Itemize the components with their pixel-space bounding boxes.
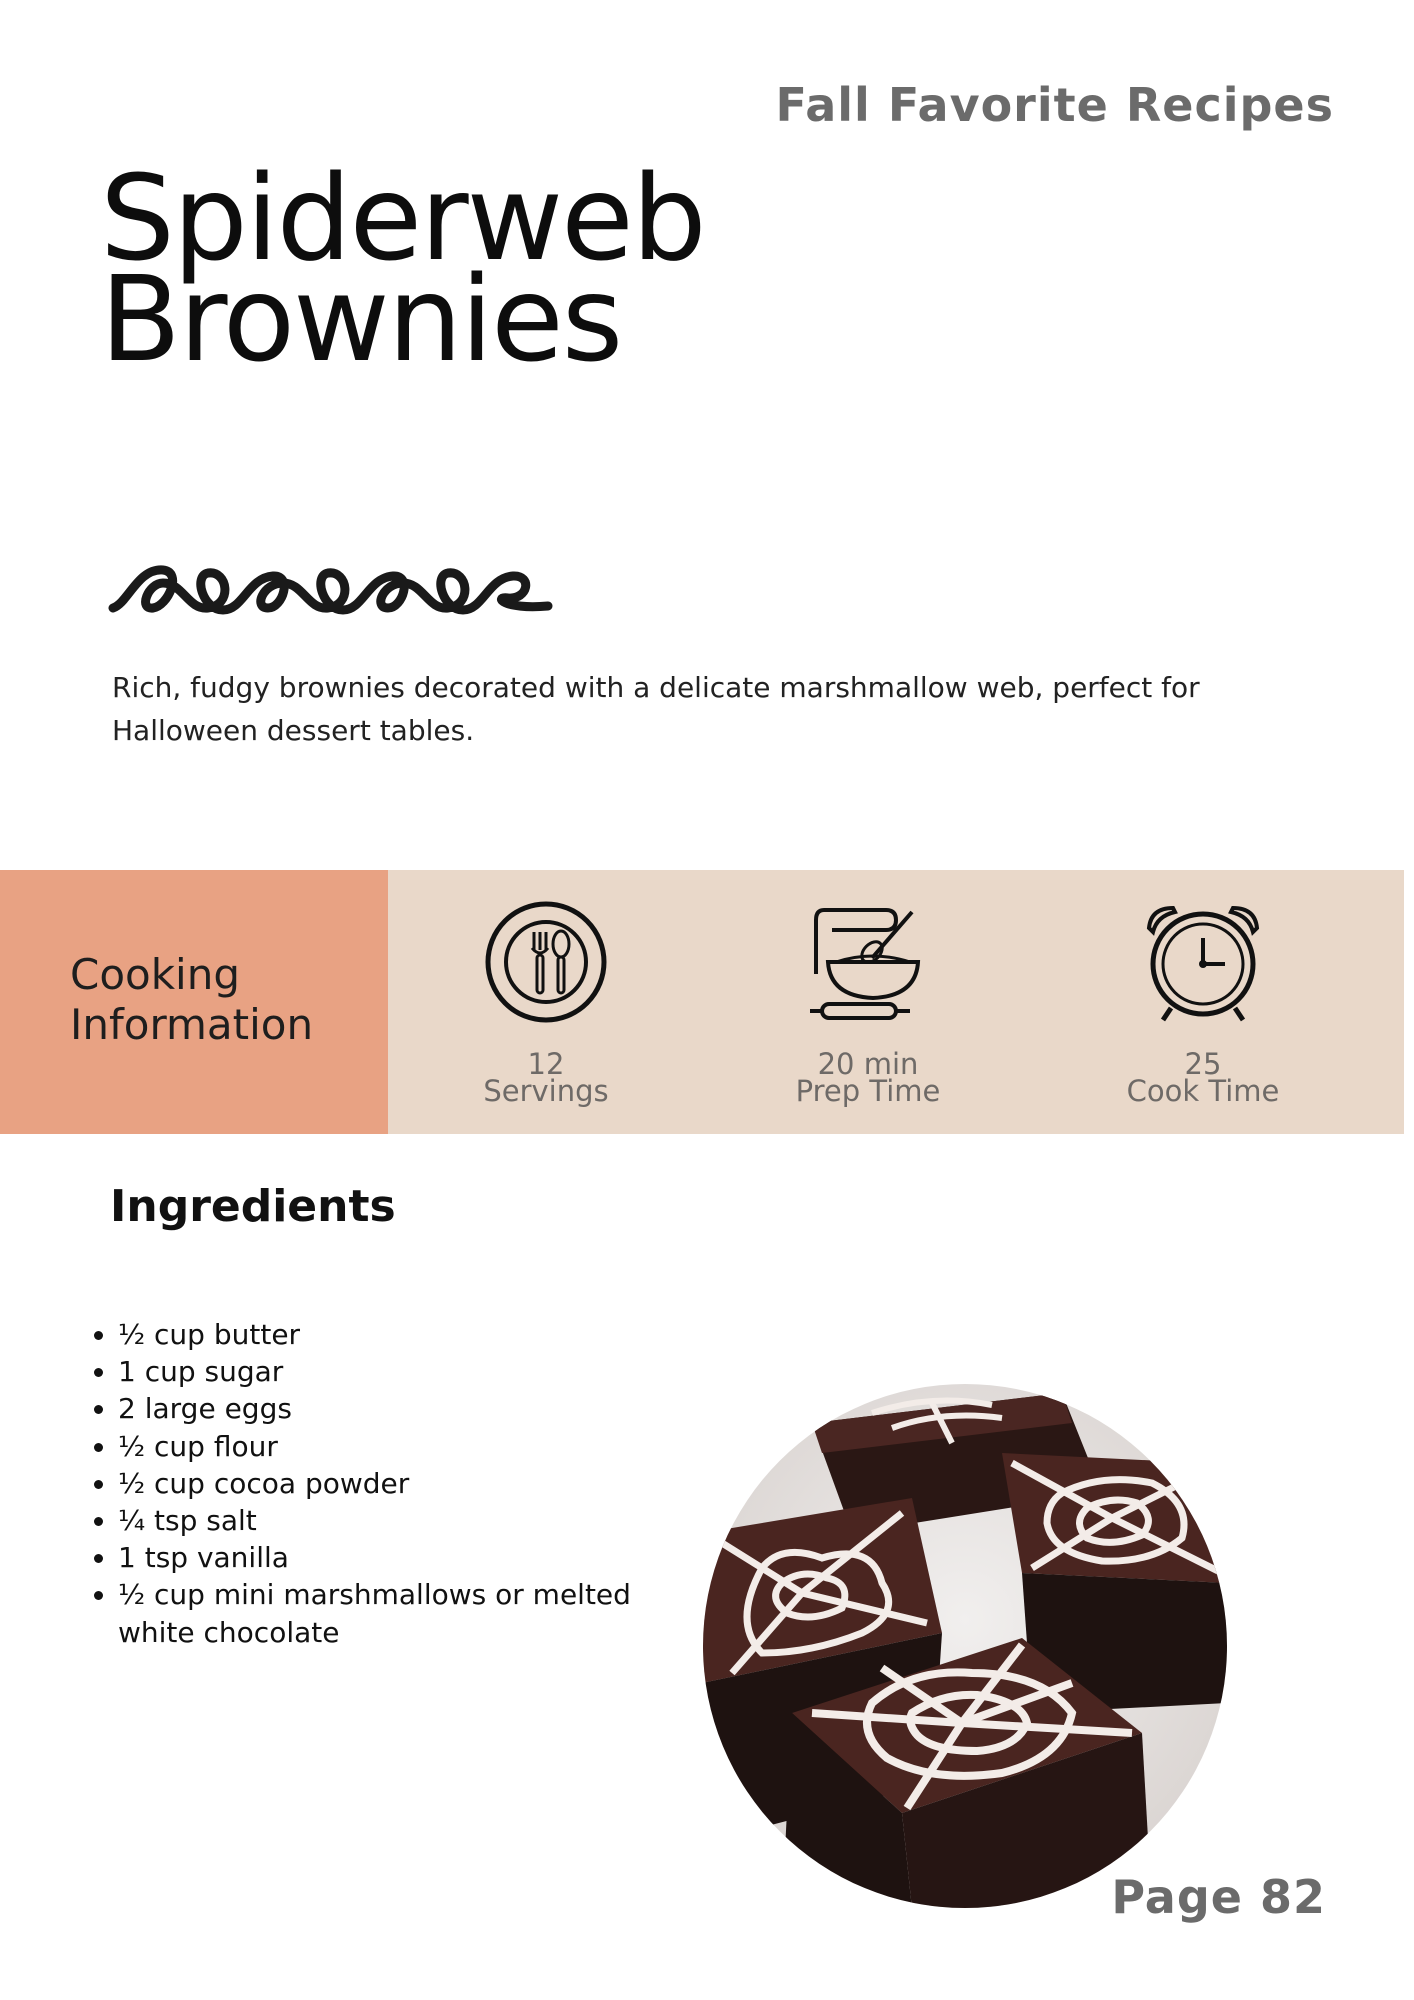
mixing-bowl-icon <box>806 900 930 1024</box>
ingredient-item: • ½ cup butter <box>118 1316 638 1353</box>
brownie-photo <box>702 1383 1228 1909</box>
stat-cook-time-label: Cook Time <box>1126 1074 1280 1108</box>
ingredient-item: • 1 cup sugar <box>118 1353 638 1390</box>
page-number: Page 82 <box>1111 1870 1326 1924</box>
ingredient-item: • ½ cup flour <box>118 1428 638 1465</box>
ingredient-item: • ¼ tsp salt <box>118 1502 638 1539</box>
collection-title: Fall Favorite Recipes <box>775 78 1334 132</box>
cooking-info-band <box>0 870 1404 1134</box>
stat-servings-label: Servings <box>483 1074 609 1108</box>
stat-prep-time-label: Prep Time <box>795 1074 941 1108</box>
ingredient-item: • ½ cup cocoa powder <box>118 1465 638 1502</box>
ingredients-list <box>80 1316 638 1651</box>
squiggle-divider-icon <box>108 548 558 638</box>
stat-cook-time-value: 25 <box>1184 1047 1222 1081</box>
stat-servings <box>396 870 696 1134</box>
ingredients-heading: Ingredients <box>110 1181 396 1232</box>
recipe-description: Rich, fudgy brownies decorated with a delicate marshmallow web, perfect for Halloween dessert tables. <box>112 671 1200 747</box>
cooking-info-label-box <box>0 870 388 1134</box>
stat-prep-time-value: 20 min <box>817 1047 919 1081</box>
cooking-info-label <box>70 950 313 1050</box>
ingredient-item: • 1 tsp vanilla <box>118 1539 638 1576</box>
stat-prep-time <box>718 870 1018 1134</box>
stat-servings-value: 12 <box>527 1047 565 1081</box>
recipe-title-line-2: Brownies <box>100 250 622 389</box>
recipe-title-line-1: Spiderweb <box>100 149 705 287</box>
cooking-info-label-line-1: Cooking <box>70 950 240 999</box>
alarm-clock-icon <box>1141 900 1265 1024</box>
plate-cutlery-icon <box>484 900 608 1024</box>
cooking-info-stats <box>388 870 1404 1134</box>
cooking-info-label-line-2: Information <box>70 1000 314 1049</box>
recipe-title <box>100 149 705 389</box>
stat-cook-time <box>1053 870 1353 1134</box>
ingredient-item: • 2 large eggs <box>118 1390 638 1427</box>
ingredient-item: • ½ cup mini marshmallows or melted white chocolate <box>118 1576 638 1650</box>
